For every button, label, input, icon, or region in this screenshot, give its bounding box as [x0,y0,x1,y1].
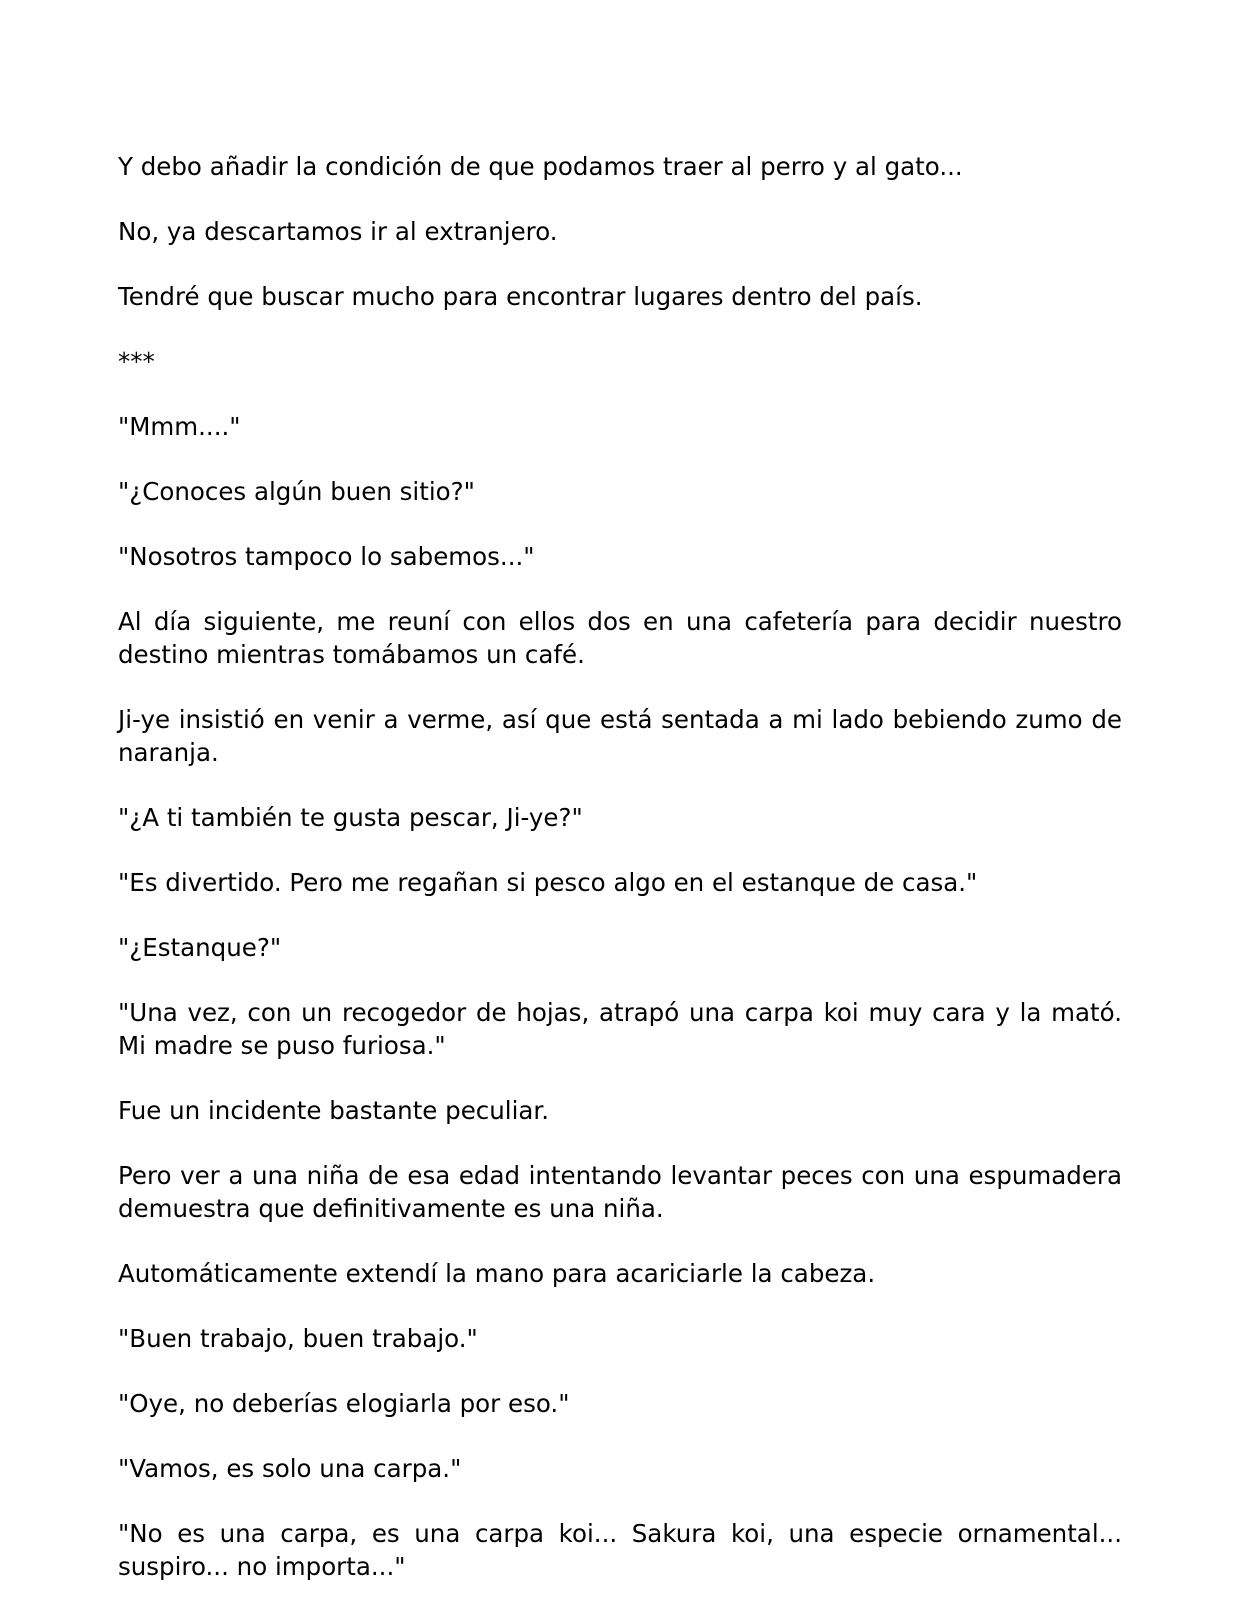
dialogue-line: "¿Conoces algún buen sitio?" [118,477,475,506]
paragraph: Y debo añadir la condición de que podamos traer al perro y al gato... [118,152,963,181]
scene-break: *** [118,347,155,376]
dialogue-line: "Es divertido. Pero me regañan si pesco algo en el estanque de casa." [118,868,978,897]
dialogue-line: "Mmm...." [118,412,241,441]
dialogue-line: "Una vez, con un recogedor de hojas, atrapó una carpa koi muy cara y la mató. Mi madre se puso furiosa." [118,998,1122,1060]
paragraph: No, ya descartamos ir al extranjero. [118,217,558,246]
dialogue-line: "Nosotros tampoco lo sabemos..." [118,542,535,571]
dialogue-line: "Oye, no deberías elogiarla por eso." [118,1389,570,1418]
dialogue-line: "Buen trabajo, buen trabajo." [118,1324,478,1353]
dialogue-line: "¿A ti también te gusta pescar, Ji-ye?" [118,803,583,832]
paragraph: Automáticamente extendí la mano para acariciarle la cabeza. [118,1259,876,1288]
paragraph: Tendré que buscar mucho para encontrar lugares dentro del país. [118,282,923,311]
dialogue-line: "No es una carpa, es una carpa koi... Sakura koi, una especie ornamental... suspiro... no importa..." [118,1519,1122,1581]
paragraph: Fue un incidente bastante peculiar. [118,1096,550,1125]
paragraph: Pero ver a una niña de esa edad intentando levantar peces con una espumadera demuestra que definitivamente es una niña. [118,1161,1122,1223]
dialogue-line: "¿Estanque?" [118,933,282,962]
paragraph: Al día siguiente, me reuní con ellos dos en una cafetería para decidir nuestro destino mientras tomábamos un café. [118,607,1122,669]
document-page [118,150,1122,1615]
dialogue-line: "Vamos, es solo una carpa." [118,1454,462,1483]
paragraph: Ji-ye insistió en venir a verme, así que está sentada a mi lado bebiendo zumo de naranja. [118,705,1122,767]
